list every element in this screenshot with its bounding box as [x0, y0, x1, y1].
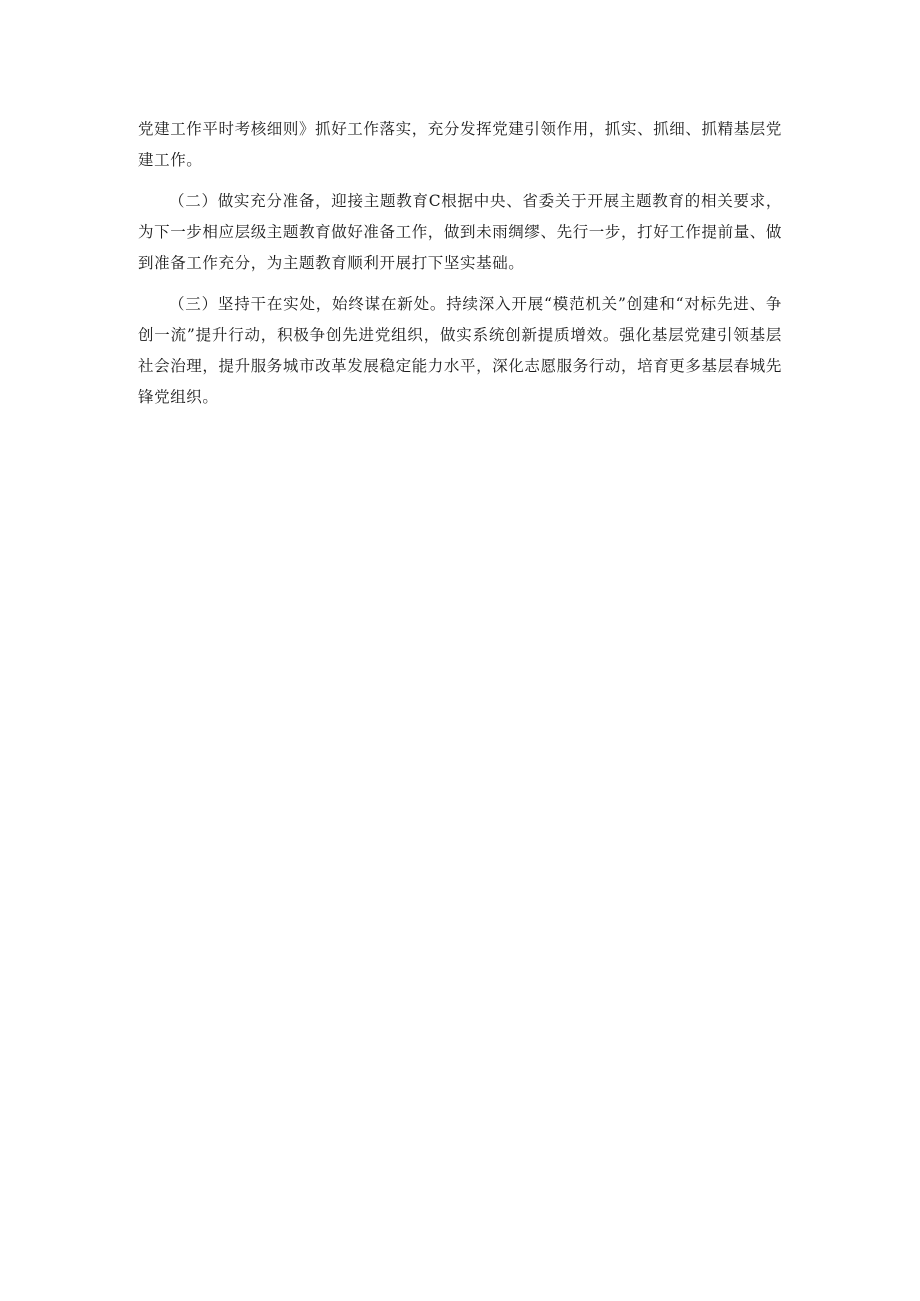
- paragraph-continuation: 党建工作平时考核细则》抓好工作落实，充分发挥党建引领作用，抓实、抓细、抓精基层党建工作。: [138, 120, 783, 169]
- document-body: [138, 114, 782, 413]
- paragraph-section-two: （二）做实充分准备，迎接主题教育C根据中央、省委关于开展主题教育的相关要求，为下一步相应层级主题教育做好准备工作，做到未雨绸缪、先行一步，打好工作提前量、做到准备工作充分，为主题教育顺利开展打下坚实基础。: [138, 192, 783, 272]
- paragraph-section-three: （三）坚持干在实处，始终谋在新处。持续深入开展“模范机关”创建和“对标先进、争创一流”提升行动，积极争创先进党组织，做实系统创新提质增效。强化基层党建引领基层社会治理，提升服务城市改革发展稳定能力水平，深化志愿服务行动，培育更多基层春城先锋党组织。: [138, 295, 783, 406]
